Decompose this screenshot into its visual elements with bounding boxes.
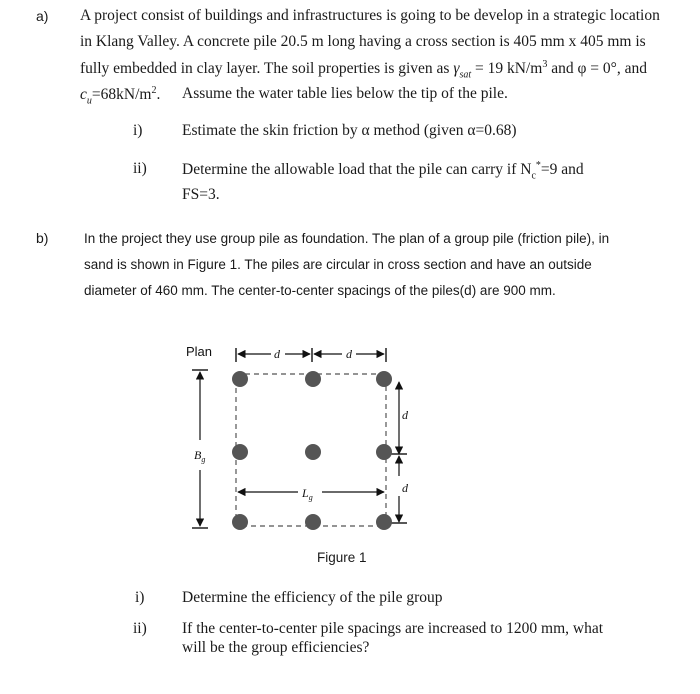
part-b-line-3: diameter of 460 mm. The center-to-center spacings of the piles(d) are 900 mm. (84, 283, 556, 298)
pile (232, 371, 248, 387)
part-a-line-4 (80, 85, 160, 106)
lg-label (301, 486, 313, 502)
lg-letter: L (302, 486, 309, 500)
part-b-label: b) (36, 230, 49, 246)
bg-sub: g (201, 455, 206, 464)
part-a-q1-text: Estimate the skin friction by α method (given α=0.68) (182, 122, 517, 139)
line3-mid: = 19 kN/m (471, 60, 543, 78)
part-b-q1-number: i) (135, 589, 145, 606)
pile-group-plan-diagram (176, 336, 416, 546)
bg-label (194, 448, 205, 464)
gamma-sub: sat (459, 69, 472, 81)
line3-sup: 3 (542, 59, 548, 70)
pile (376, 444, 392, 460)
part-a-line-4-rest: Assume the water table lies below the tip of the pile. (182, 85, 508, 102)
cu-dot: . (156, 86, 161, 104)
d-label-top-2: d (346, 347, 352, 361)
cu-sub: u (86, 95, 92, 107)
cu-value: =68kN/m (91, 86, 152, 104)
q2-post: =9 and (540, 161, 584, 179)
cu-symbol: c (80, 86, 87, 104)
pile (232, 444, 248, 460)
part-a-line-1: A project consist of buildings and infrastructures is going to be develop in a strategic location (80, 7, 660, 24)
part-a-label: a) (36, 8, 49, 24)
q2-sup: * (535, 160, 541, 171)
part-a-q2-line-2: FS=3. (182, 186, 220, 203)
part-a-line-2: in Klang Valley. A concrete pile 20.5 m long having a cross section is 405 mm x 405 mm is (80, 33, 646, 50)
part-a-q2-number: ii) (133, 160, 147, 177)
line3-pre: fully embedded in clay layer. The soil properties is given as (80, 60, 454, 78)
part-b-q2-number: ii) (133, 620, 147, 637)
pile (376, 371, 392, 387)
pile (305, 514, 321, 530)
pile (305, 371, 321, 387)
part-b-q2-line-2: will be the group efficiencies? (182, 639, 370, 656)
part-b-q2-line-1: If the center-to-center pile spacings are increased to 1200 mm, what (182, 620, 604, 637)
plan-label: Plan (186, 344, 213, 359)
part-b-line-2: sand is shown in Figure 1. The piles are circular in cross section and have an outside (84, 257, 592, 272)
d-label-right-2: d (402, 481, 408, 495)
bg-letter: B (194, 448, 202, 462)
q2-sub: c (531, 170, 536, 182)
cu-sup: 2 (151, 85, 157, 96)
lg-sub: g (308, 493, 313, 502)
figure-caption: Figure 1 (317, 550, 367, 565)
gamma-symbol: γ (453, 60, 460, 78)
pile (232, 514, 248, 530)
q2-pre: Determine the allowable load that the pile can carry if N (182, 161, 532, 179)
part-b-line-1: In the project they use group pile as foundation. The plan of a group pile (friction pile), in (84, 231, 610, 246)
d-label-right-1: d (402, 408, 408, 422)
d-label-top-1: d (274, 347, 280, 361)
pile-group-figure (176, 336, 416, 546)
part-a-q2-text (182, 160, 584, 181)
pile (305, 444, 321, 460)
part-a-line-3 (80, 59, 647, 80)
line3-post: and φ = 0°, and (547, 60, 647, 78)
part-b-q1-text: Determine the efficiency of the pile group (182, 589, 443, 606)
pile (376, 514, 392, 530)
part-a-q1-number: i) (133, 122, 143, 139)
